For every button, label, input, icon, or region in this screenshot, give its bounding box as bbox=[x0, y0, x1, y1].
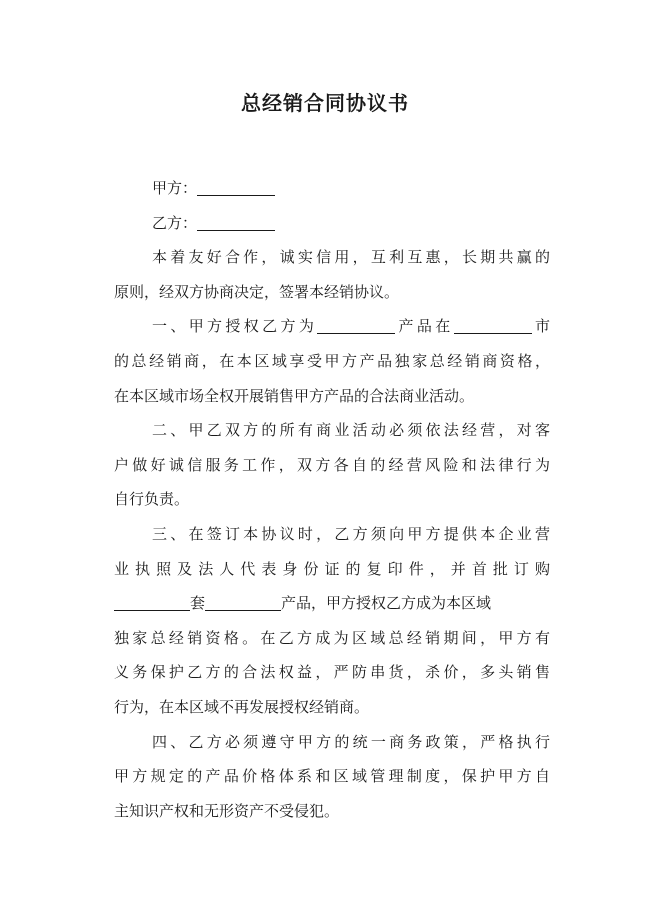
party-b-blank bbox=[197, 214, 275, 231]
clause3-line-4: 独家总经销资格。在乙方成为区域总经销期间，甲方有 bbox=[114, 628, 550, 647]
clause4-line-3: 主知识产权和无形资产不受侵犯。 bbox=[114, 801, 340, 820]
party-b-line bbox=[114, 206, 550, 241]
party-b-label: 乙方： bbox=[152, 213, 198, 232]
clause3-line-1: 三、在签订本协议时，乙方须向甲方提供本企业营 bbox=[152, 524, 550, 543]
clause3-product-blank bbox=[205, 594, 281, 611]
clause3-text-b: 产品，甲方授权乙方成为本区域 bbox=[281, 594, 492, 613]
document-body bbox=[114, 171, 550, 828]
document-title: 总经销合同协议书 bbox=[241, 91, 409, 115]
clause2-line-2: 户做好诚信服务工作，双方各自的经营风险和法律行为 bbox=[114, 455, 550, 474]
clause1-line-2: 的总经销商，在本区域享受甲方产品独家总经销商资格， bbox=[114, 351, 550, 370]
clause3-line-6: 行为，在本区域不再发展授权经销商。 bbox=[114, 697, 370, 716]
clause1-text-b: 产品在 bbox=[395, 317, 454, 336]
intro-line-2: 原则，经双方协商决定，签署本经销协议。 bbox=[114, 282, 400, 301]
clause3-line-2: 业执照及法人代表身份证的复印件，并首批订购 bbox=[114, 559, 550, 578]
party-a-blank bbox=[197, 179, 275, 196]
clause3-line-5: 义务保护乙方的合法权益，严防串货，杀价，多头销售 bbox=[114, 663, 550, 682]
clause1-city-blank bbox=[454, 317, 532, 334]
clause1-product-blank bbox=[317, 317, 395, 334]
clause3-line-3 bbox=[114, 586, 550, 621]
clause1-text-c: 市 bbox=[531, 317, 550, 336]
clause3-sets-blank bbox=[114, 594, 190, 611]
clause2-line-3: 自行负责。 bbox=[114, 490, 190, 509]
intro-line-1: 本着友好合作，诚实信用，互利互惠，长期共赢的 bbox=[152, 248, 550, 267]
clause1-text-a: 一、甲方授权乙方为 bbox=[152, 317, 318, 336]
party-a-line bbox=[114, 171, 550, 206]
party-a-label: 甲方： bbox=[152, 179, 198, 197]
clause1-line-1 bbox=[114, 309, 550, 344]
clause2-line-1: 二、甲乙双方的所有商业活动必须依法经营，对客 bbox=[152, 421, 550, 440]
clause3-text-a: 套 bbox=[190, 594, 206, 613]
clause1-line-3: 在本区域市场全权开展销售甲方产品的合法商业活动。 bbox=[114, 386, 475, 405]
clause4-line-2: 甲方规定的产品价格体系和区域管理制度，保护甲方自 bbox=[114, 767, 550, 786]
clause4-line-1: 四、乙方必须遵守甲方的统一商务政策，严格执行 bbox=[152, 732, 550, 751]
